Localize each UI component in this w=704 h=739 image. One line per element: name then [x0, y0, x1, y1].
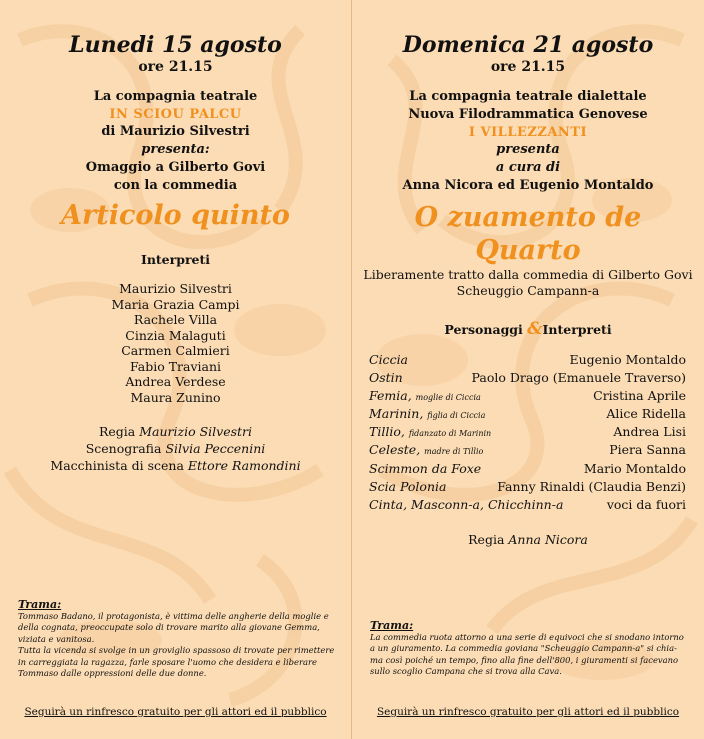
cast-row	[369, 352, 686, 370]
actor-name: Fanny Rinaldi (Claudia Benzi)	[497, 478, 686, 494]
plot-line: La commedia ruota attorno a una serie di equivoci che si snodano intorno	[370, 632, 684, 642]
credit-name: Anna Nicora	[508, 531, 588, 547]
character-note: moglie di Ciccia	[415, 393, 481, 403]
credit-name: Maurizio Silvestri	[139, 424, 253, 439]
play-title: Articolo quinto	[61, 200, 290, 231]
plot-line: Tommaso dalle oppressioni delle due donne.	[18, 668, 207, 679]
adapted-prefix: Liberamente tratto dalla commedia di	[363, 267, 605, 282]
character-note: fidanzato di Marinin	[408, 429, 492, 439]
original-title: Scheuggio Campann-a	[456, 283, 600, 298]
refreshment-note: Seguirà un rinfresco gratuito per gli attori ed il pubblico	[24, 706, 327, 718]
credits-list	[0, 423, 351, 474]
interpreters-heading: Interpreti	[140, 252, 211, 267]
left-content	[0, 32, 351, 474]
right-content	[352, 32, 704, 548]
actor-name: Piera Sanna	[609, 442, 686, 458]
plot-line: in carreggiata la ragazza, farle sposare l'uomo che desidera e liberare	[18, 656, 317, 667]
event-time: ore 21.15	[490, 59, 566, 75]
credit-name: Silvia Peccenini	[165, 441, 266, 456]
play-title-line-2: Quarto	[475, 235, 581, 266]
right-panel	[352, 0, 704, 739]
event-time: ore 21.15	[138, 59, 213, 75]
cast-row	[369, 461, 686, 479]
company-line: La compagnia teatrale	[93, 89, 258, 104]
curated-line: a cura di	[495, 160, 561, 175]
character-name: Celeste,	[369, 442, 421, 458]
credit-row	[0, 457, 351, 474]
plot-line: della cognata, preoccupate solo di trovare marito alla giovane Gemma,	[18, 622, 320, 633]
character-note: figlia di Ciccia	[427, 411, 486, 421]
credit-name: Ettore Ramondini	[187, 458, 301, 473]
credit-row	[0, 440, 351, 457]
cast-list	[369, 352, 686, 515]
company-full-name: Nuova Filodrammatica Genovese	[408, 107, 648, 122]
interpreters-list	[0, 281, 351, 405]
adapted-author: Gilberto Govi	[608, 267, 693, 282]
presents-line: presenta:	[141, 142, 210, 157]
actor-name: Eugenio Montaldo	[569, 352, 686, 367]
actor-name: Paolo Drago (Emanuele Traverso)	[471, 370, 686, 386]
cast-row	[369, 370, 686, 388]
credit-label: Regia	[468, 531, 505, 547]
plot-line: viziata e vanitosa.	[18, 633, 95, 644]
actor-name: Andrea Lisi	[613, 424, 686, 440]
company-line: La compagnia teatrale dialettale	[409, 89, 647, 104]
plot-line: Tutta la vicenda si svolge in un groviglio spassoso di trovate per rimettere	[18, 645, 335, 656]
plot-heading: Trama:	[18, 598, 62, 611]
cast-row	[369, 497, 686, 515]
plot-summary	[370, 619, 690, 678]
event-date: Domenica 21 agosto	[402, 32, 654, 58]
comedy-line: con la commedia	[113, 178, 238, 193]
interpreter-name: Maurizio Silvestri	[119, 281, 232, 296]
plot-summary	[18, 598, 337, 679]
plot-text	[370, 632, 690, 678]
cast-row	[369, 424, 686, 442]
interpreter-name: Maura Zunino	[130, 389, 221, 405]
refreshment-note: Seguirà un rinfresco gratuito per gli attori ed il pubblico	[376, 706, 680, 718]
character-name: Marinin,	[369, 406, 424, 422]
character-name: Ostin	[369, 370, 403, 386]
plot-line: sullo scoglio Campana che si trova alla Cava.	[370, 666, 562, 677]
actor-name: Cristina Aprile	[593, 388, 686, 404]
event-date: Lunedi 15 agosto	[69, 32, 282, 58]
characters-heading	[352, 321, 704, 338]
interpreter-name: Rachele Villa	[133, 312, 218, 327]
characters-label: Personaggi	[444, 322, 523, 337]
ampersand: &	[527, 319, 543, 339]
plot-line: a un giuramento. La commedia goviana "Scheuggio Campann-a" si chia-	[370, 643, 677, 654]
credit-label: Macchinista di scena	[50, 458, 184, 473]
company-name: IN SCIOU PALCU	[109, 107, 242, 122]
plot-line: Tommaso Badano, il protagonista, è vittima delle angherie della moglie e	[18, 611, 329, 621]
credit-label: Regia	[98, 424, 136, 439]
character-name: Ciccia	[369, 352, 409, 367]
plot-text	[18, 611, 337, 679]
curators-line: Anna Nicora ed Eugenio Montaldo	[402, 178, 654, 193]
adapted-from	[352, 267, 704, 283]
credit-row	[352, 531, 704, 548]
actor-name: Alice Ridella	[606, 406, 686, 422]
actor-name: Mario Montaldo	[583, 460, 686, 476]
cast-row	[369, 479, 686, 497]
interpreter-name: Maria Grazia Campi	[111, 296, 240, 312]
cast-row	[369, 442, 686, 460]
play-title-line-1: O zuamento de	[414, 202, 642, 233]
character-name: Femia,	[369, 388, 412, 404]
interpreters-label: Interpreti	[542, 322, 612, 337]
presents-line: presenta	[496, 142, 560, 157]
plot-heading: Trama:	[370, 619, 414, 632]
character-name: Cinta, Masconn-a, Chicchinn-a	[369, 496, 564, 512]
plot-line: ma così poiché un tempo, fino alla fine dell'800, i giuramenti si facevano	[370, 654, 679, 665]
homage-line: Omaggio a Gilberto Govi	[85, 160, 266, 175]
actor-name: voci da fuori	[606, 496, 686, 512]
character-note: madre di Tillio	[424, 447, 484, 457]
interpreter-name: Cinzia Malaguti	[125, 327, 226, 343]
direction-credit	[352, 531, 704, 548]
character-name: Scia Polonia	[369, 478, 447, 494]
cast-row	[369, 406, 686, 424]
director-line: di Maurizio Silvestri	[101, 124, 250, 139]
interpreter-name: Andrea Verdese	[125, 374, 226, 389]
interpreter-name: Fabio Traviani	[129, 358, 222, 374]
interpreter-name: Carmen Calmieri	[121, 343, 230, 358]
credit-row	[0, 423, 351, 440]
character-name: Scimmon da Foxe	[369, 460, 482, 476]
character-name: Tillio,	[369, 424, 405, 440]
cast-row	[369, 388, 686, 406]
credit-label: Scenografia	[85, 441, 162, 456]
company-name: I VILLEZZANTI	[468, 125, 588, 140]
